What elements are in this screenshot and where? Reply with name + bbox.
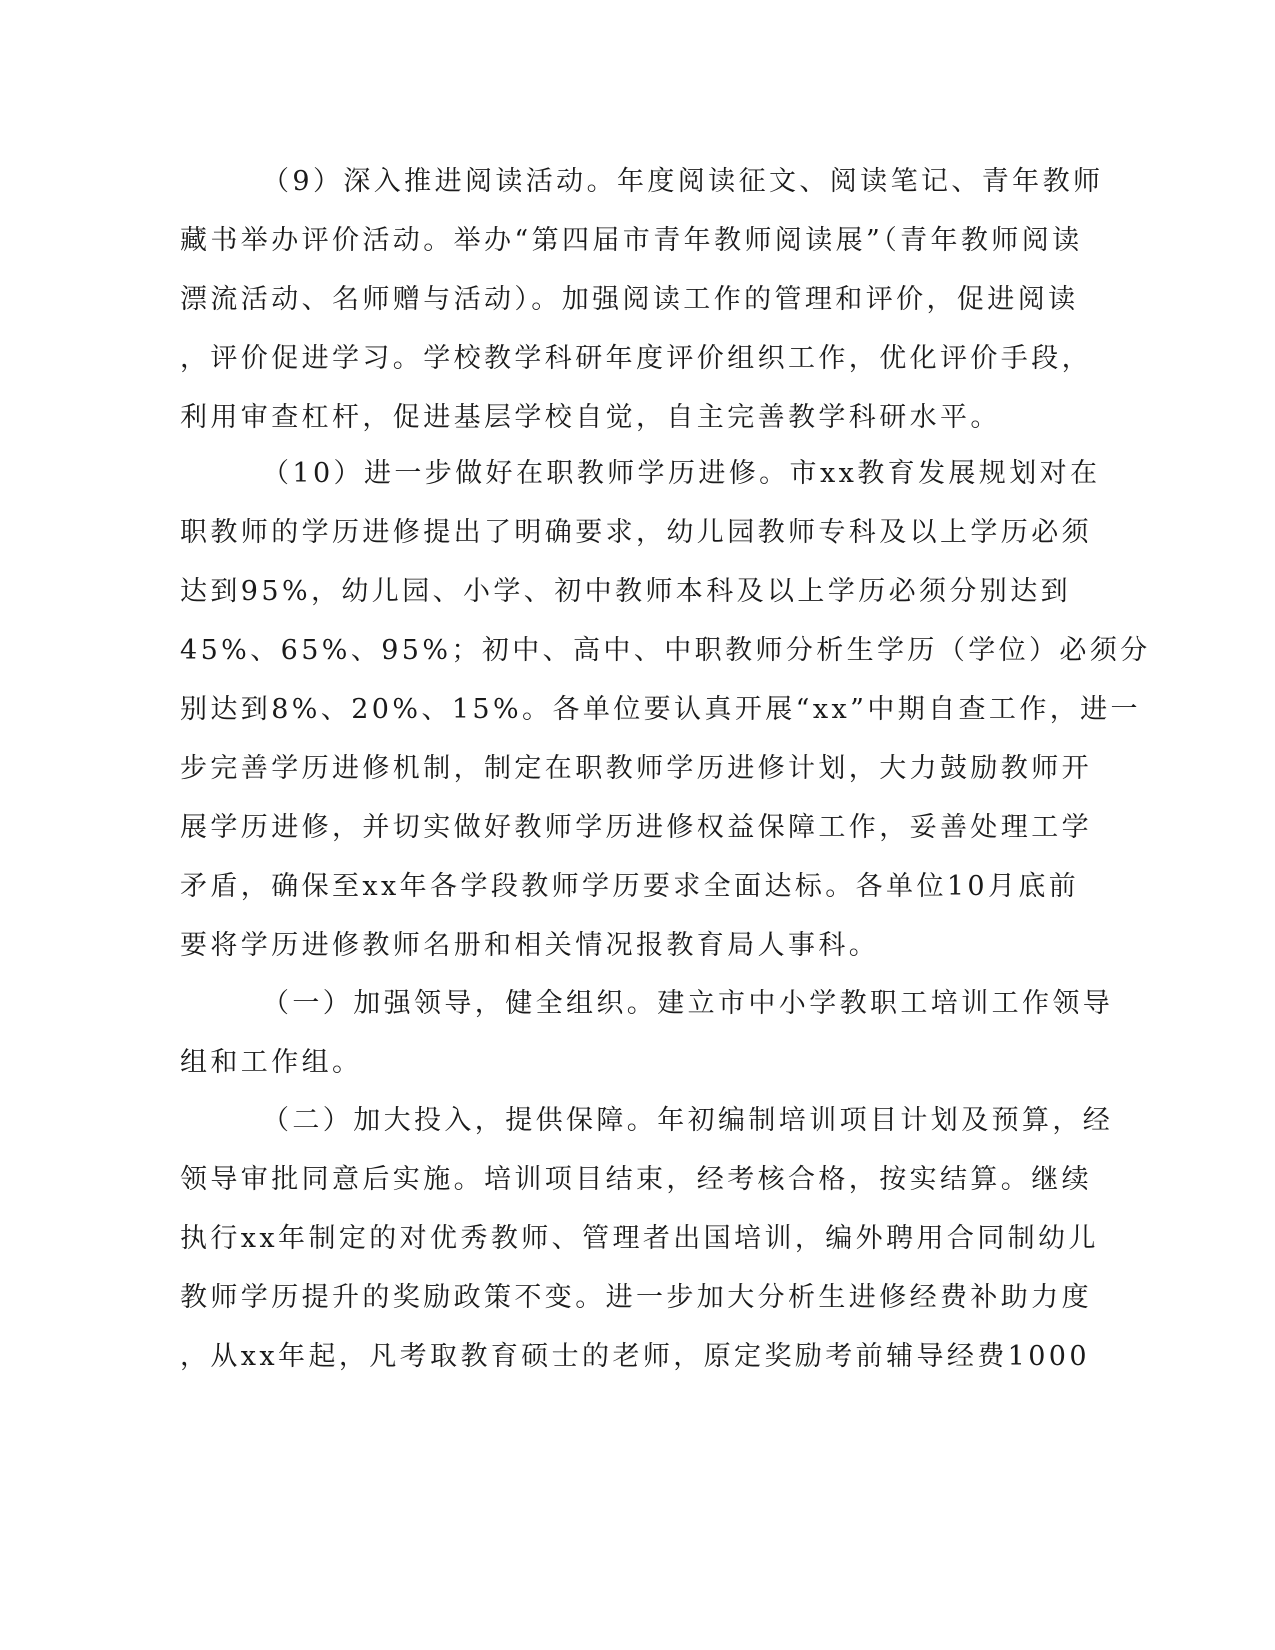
- text-line: 组和工作组。: [180, 1047, 363, 1078]
- text-line: 教师学历提升的奖励政策不变。进一步加大分析生进修经费补助力度: [180, 1282, 1092, 1313]
- text-line: 执行xx年制定的对优秀教师、管理者出国培训，编外聘用合同制幼儿: [180, 1223, 1099, 1254]
- text-line: ，评价促进学习。学校教学科研年度评价组织工作，优化评价手段，: [180, 343, 1092, 374]
- text-line: 步完善学历进修机制，制定在职教师学历进修计划，大力鼓励教师开: [180, 753, 1092, 784]
- text-line: 矛盾，确保至xx年各学段教师学历要求全面达标。各单位10月底前: [180, 871, 1080, 902]
- text-line: 要将学历进修教师名册和相关情况报教育局人事科。: [180, 930, 880, 961]
- text-line: 漂流活动、名师赠与活动）。加强阅读工作的管理和评价，促进阅读: [180, 284, 1079, 315]
- text-line: （二）加大投入，提供保障。年初编制培训项目计划及预算，经: [262, 1105, 1114, 1136]
- text-line: 领导审批同意后实施。培训项目结束，经考核合格，按实结算。继续: [180, 1164, 1092, 1195]
- text-line: 展学历进修，并切实做好教师学历进修权益保障工作，妥善处理工学: [180, 812, 1092, 843]
- text-line: 达到95%，幼儿园、小学、初中教师本科及以上学历必须分别达到: [180, 576, 1072, 607]
- text-line: 利用审查杠杆，促进基层学校自觉，自主完善教学科研水平。: [180, 402, 1001, 433]
- text-line: （10）进一步做好在职教师学历进修。市xx教育发展规划对在: [262, 458, 1101, 489]
- text-line: 职教师的学历进修提出了明确要求，幼儿园教师专科及以上学历必须: [180, 517, 1092, 548]
- text-line: ，从xx年起，凡考取教育硕士的老师，原定奖励考前辅导经费1000: [180, 1341, 1090, 1372]
- text-line: （一）加强领导，健全组织。建立市中小学教职工培训工作领导: [262, 988, 1114, 1019]
- text-line: 藏书举办评价活动。举办“第四届市青年教师阅读展”（青年教师阅读: [180, 225, 1083, 256]
- text-line: 45%、65%、95%；初中、高中、中职教师分析生学历（学位）必须分: [180, 635, 1151, 666]
- text-line: 别达到8%、20%、15%。各单位要认真开展“xx”中期自查工作，进一: [180, 694, 1141, 725]
- text-line: （9）深入推进阅读活动。年度阅读征文、阅读笔记、青年教师: [262, 166, 1104, 197]
